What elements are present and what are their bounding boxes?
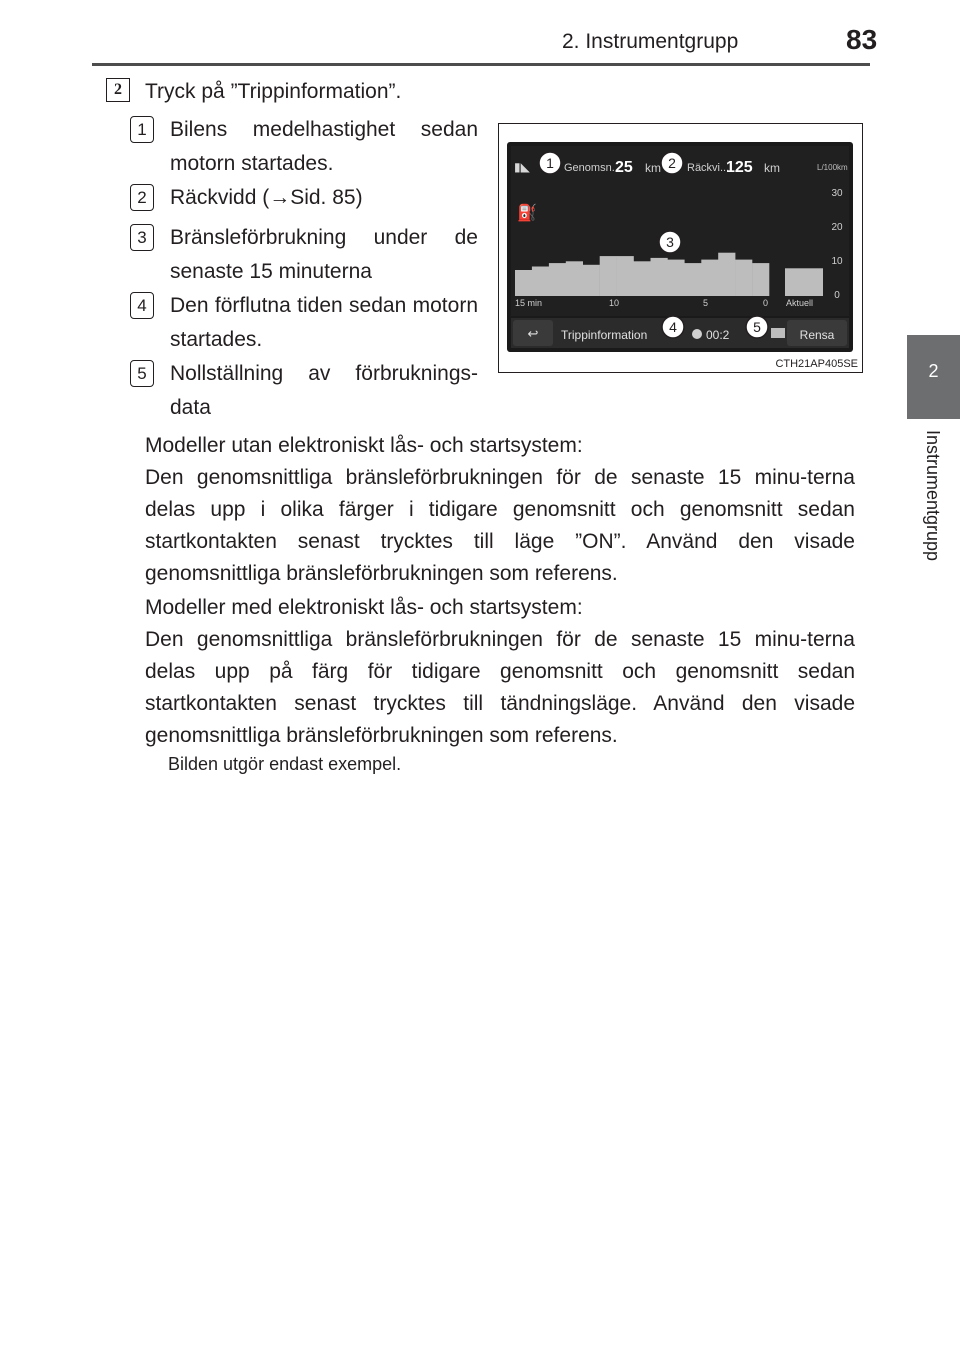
trip-counter-icon: ▮◣ bbox=[514, 160, 530, 174]
paragraph-with-smart-key bbox=[145, 592, 855, 752]
example-note: Bilden utgör endast exempel. bbox=[168, 754, 402, 774]
avg-speed-label: Genomsn... bbox=[564, 162, 621, 174]
y-tick-0: 0 bbox=[834, 290, 840, 301]
x-tick-15min: 15 min bbox=[515, 298, 543, 308]
callout-3 bbox=[659, 231, 681, 253]
trip-info-screen-figure bbox=[498, 123, 863, 373]
history-bar bbox=[617, 256, 634, 296]
range-unit: km bbox=[764, 161, 780, 175]
x-tick-10: 10 bbox=[609, 298, 620, 308]
history-bar bbox=[684, 263, 701, 296]
item-badge-3: 3 bbox=[130, 224, 154, 251]
item-text-1: Bilens medelhastighet sedan motorn startades. bbox=[170, 118, 478, 175]
paragraph-body: Den genomsnittliga bränsleförbrukningen för de senaste 15 minu-terna delas upp i olika färger i tidigare genomsnitt och genomsnitt sedan startkontakten senast trycktes till läge ”ON”. Använd den visade genomsnittliga bränsleförbrukningen som referens. bbox=[145, 466, 855, 585]
paragraph-without-smart-key bbox=[145, 430, 855, 590]
callout-4 bbox=[662, 316, 684, 338]
y-tick-30: 30 bbox=[831, 188, 843, 199]
chapter-tab-label: Instrumentgrupp bbox=[923, 430, 943, 562]
avg-speed-unit: km bbox=[645, 161, 661, 175]
running-header-section: 2. Instrumentgrupp bbox=[562, 30, 739, 53]
paragraph-body: Den genomsnittliga bränsleförbrukningen för de senaste 15 minu-terna delas upp på färg för tidigare genomsnitt och genomsnitt sedan startkontakten senast trycktes till tändningsläge. Använd den visade genomsnittliga bränsleförbrukningen som referens. bbox=[145, 628, 855, 747]
svg-text:4: 4 bbox=[669, 319, 677, 335]
callout-5 bbox=[746, 316, 768, 338]
trip-info-screen bbox=[499, 124, 862, 372]
paragraph-heading: Modeller med elektroniskt lås- och startsystem: bbox=[145, 596, 583, 619]
svg-text:2: 2 bbox=[668, 155, 676, 171]
svg-text:3: 3 bbox=[666, 234, 674, 250]
svg-text:5: 5 bbox=[753, 319, 761, 335]
svg-text:1: 1 bbox=[546, 155, 554, 171]
paragraph-heading: Modeller utan elektroniskt lås- och startsystem: bbox=[145, 434, 583, 457]
item-text-5: Nollställning av förbruknings-data bbox=[170, 362, 478, 419]
history-bar bbox=[701, 260, 718, 296]
item-text-2: Räckvidd (→Sid. 85) bbox=[170, 186, 363, 209]
chapter-tab-number: 2 bbox=[928, 361, 939, 381]
current-label: Aktuell bbox=[786, 298, 814, 308]
history-bar bbox=[718, 253, 735, 296]
header-rule bbox=[92, 63, 870, 66]
elapsed-time: 00:2 bbox=[706, 328, 730, 342]
x-tick-0: 0 bbox=[763, 298, 769, 308]
step-number-badge: 2 bbox=[106, 78, 130, 102]
avg-speed-value: 25 bbox=[615, 159, 633, 176]
x-tick-5: 5 bbox=[703, 298, 709, 308]
footer-title: Trippinformation bbox=[561, 328, 648, 342]
item-badge-5: 5 bbox=[130, 360, 154, 387]
clock-icon bbox=[692, 329, 702, 339]
y-tick-20: 20 bbox=[831, 222, 843, 233]
item-text-3: Bränsleförbrukning under de senaste 15 minuterna bbox=[170, 226, 478, 283]
history-bar bbox=[735, 260, 752, 296]
back-arrow-icon: ↩ bbox=[527, 327, 539, 342]
history-bar bbox=[515, 270, 532, 296]
reset-icon bbox=[771, 328, 785, 338]
history-bar bbox=[583, 265, 600, 296]
step-instruction: Tryck på ”Trippinformation”. bbox=[145, 80, 402, 103]
history-bar bbox=[549, 263, 566, 296]
chapter-tab bbox=[907, 335, 960, 419]
history-bar bbox=[667, 260, 684, 296]
item-badge-2: 2 bbox=[130, 184, 154, 211]
history-bar bbox=[634, 261, 651, 296]
item-badge-1: 1 bbox=[130, 116, 154, 143]
y-tick-10: 10 bbox=[831, 256, 843, 267]
fuel-pump-icon: ⛽ bbox=[517, 203, 537, 222]
item-badge-4: 4 bbox=[130, 292, 154, 319]
item-text-4: Den förflutna tiden sedan motorn startades. bbox=[170, 294, 478, 351]
history-bar bbox=[651, 258, 668, 296]
callout-2 bbox=[661, 152, 683, 174]
page-number: 83 bbox=[846, 24, 878, 55]
history-bar bbox=[532, 267, 549, 297]
consumption-unit: L/100km bbox=[817, 163, 848, 172]
range-label: Räckvi... bbox=[687, 162, 730, 174]
history-bar bbox=[566, 261, 583, 296]
range-value: 125 bbox=[726, 159, 753, 176]
history-bar bbox=[752, 263, 769, 296]
history-bar bbox=[600, 256, 617, 296]
current-consumption-bar bbox=[785, 268, 823, 296]
callout-1 bbox=[539, 152, 561, 174]
figure-code: CTH21AP405SE bbox=[775, 358, 858, 370]
reset-label: Rensa bbox=[799, 328, 835, 342]
